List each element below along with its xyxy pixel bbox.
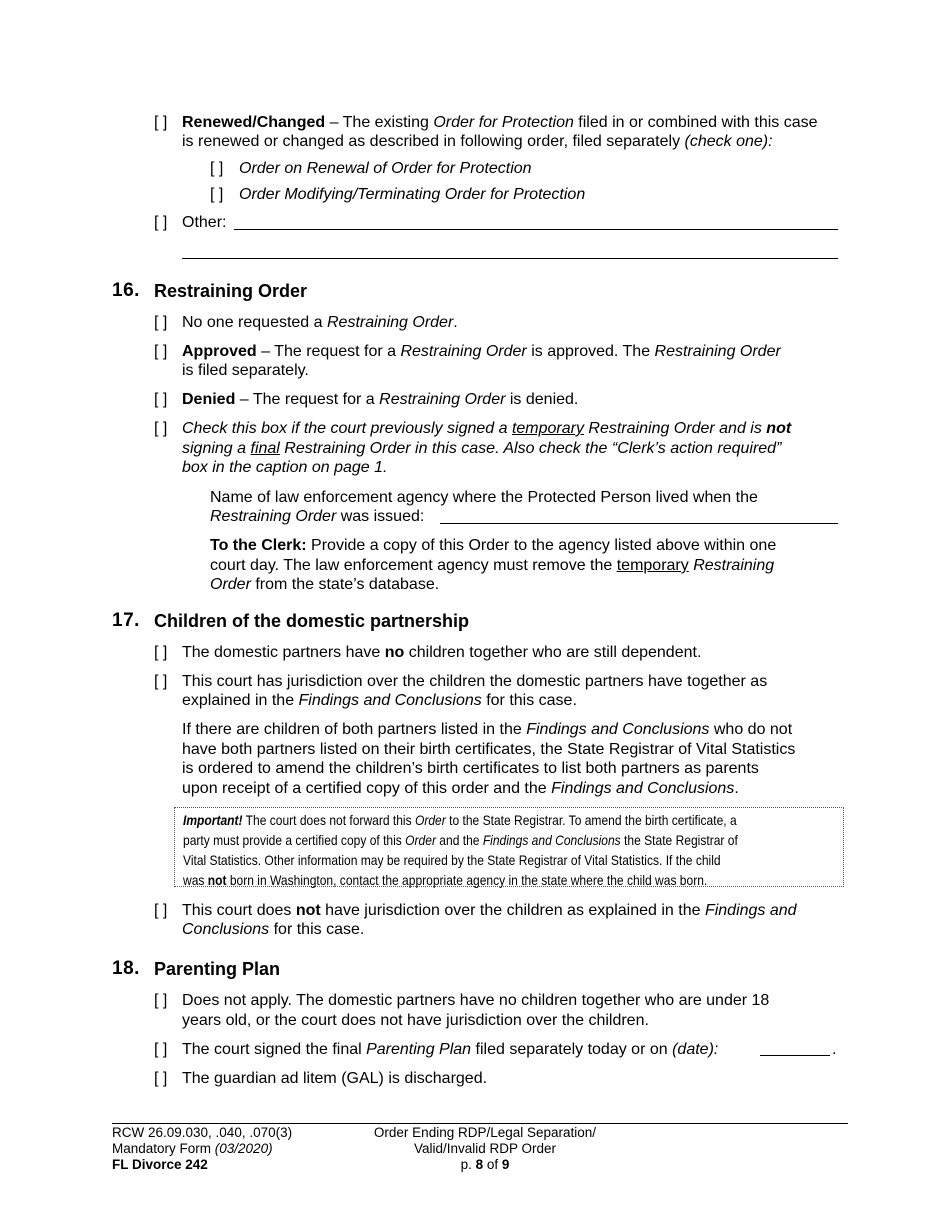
other-input-line-2[interactable] <box>182 258 838 259</box>
checkbox-no-request[interactable]: [ ] <box>154 314 168 331</box>
important-line-1: Important! The court does not forward this Order to the State Registrar. To amend the birth certificate, a <box>183 812 737 828</box>
other-label: Other: <box>182 214 227 231</box>
approved-line-1: Approved – The request for a Restraining Order is approved. The Restraining Order <box>182 343 781 360</box>
footer-rcw: RCW 26.09.030, .040, .070(3) <box>112 1125 293 1140</box>
no-request-text: No one requested a Restraining Order. <box>182 314 458 331</box>
does-not-apply-line-1: Does not apply. The domestic partners have no children together who are under 18 <box>182 992 770 1009</box>
renewed-line-1: Renewed/Changed – The existing Order for Protection filed in or combined with this case <box>182 114 818 131</box>
footer-mandatory-form: Mandatory Form (03/2020) <box>112 1141 273 1156</box>
jurisdiction-line-2: explained in the Findings and Conclusions for this case. <box>182 692 577 709</box>
checkbox-jurisdiction[interactable]: [ ] <box>154 673 168 690</box>
no-jurisdiction-line-1: This court does not have jurisdiction over the children as explained in the Findings and <box>182 902 797 919</box>
agency-input-line[interactable] <box>440 523 838 524</box>
checkbox-gal-discharged[interactable]: [ ] <box>154 1070 168 1087</box>
checkbox-other[interactable]: [ ] <box>154 214 168 231</box>
no-children-text: The domestic partners have no children together who are still dependent. <box>182 644 702 661</box>
checkbox-denied[interactable]: [ ] <box>154 391 168 408</box>
option-renewal-order: Order on Renewal of Order for Protection <box>239 160 532 177</box>
section-17-number: 17. <box>112 610 140 631</box>
denied-text: Denied – The request for a Restraining Order is denied. <box>182 391 579 408</box>
important-line-2: party must provide a certified copy of this Order and the Findings and Conclusions the State Registrar of <box>183 832 738 848</box>
important-line-3: Vital Statistics. Other information may be required by the State Registrar of Vital Statistics. If the child <box>183 852 721 868</box>
agency-line-1: Name of law enforcement agency where the Protected Person lived when the <box>210 489 758 506</box>
birth-cert-line-4: upon receipt of a certified copy of this order and the Findings and Conclusions. <box>182 780 739 797</box>
checkbox-no-children[interactable]: [ ] <box>154 644 168 661</box>
date-input-line[interactable] <box>760 1055 830 1056</box>
checkbox-does-not-apply[interactable]: [ ] <box>154 992 168 1009</box>
clerk-line-3: Order from the state’s database. <box>210 576 440 593</box>
approved-line-2: is filed separately. <box>182 362 309 379</box>
other-input-line-1[interactable] <box>234 229 838 230</box>
footer-title-line-1: Order Ending RDP/Legal Separation/ <box>373 1125 597 1140</box>
temporary-line-3: box in the caption on page 1. <box>182 459 388 476</box>
option-modifying-order: Order Modifying/Terminating Order for Protection <box>239 186 586 203</box>
section-17-title: Children of the domestic partnership <box>154 611 470 631</box>
important-line-4: was not born in Washington, contact the appropriate agency in the state where the child was born. <box>183 872 708 888</box>
no-jurisdiction-line-2: Conclusions for this case. <box>182 921 365 938</box>
checkbox-no-jurisdiction[interactable]: [ ] <box>154 902 168 919</box>
important-notice-box <box>174 807 844 887</box>
section-18-title: Parenting Plan <box>154 959 281 979</box>
section-16-title: Restraining Order <box>154 281 308 301</box>
footer-page-number: p. 8 of 9 <box>460 1157 510 1172</box>
clerk-line-2: court day. The law enforcement agency must remove the temporary Restraining <box>210 557 775 574</box>
renewed-line-2: is renewed or changed as described in following order, filed separately (check one): <box>182 133 773 150</box>
does-not-apply-line-2: years old, or the court does not have jurisdiction over the children. <box>182 1012 649 1029</box>
parenting-plan-signed-text: The court signed the final Parenting Plan filed separately today or on (date): <box>182 1041 719 1058</box>
checkbox-approved[interactable]: [ ] <box>154 343 168 360</box>
birth-cert-line-3: is ordered to amend the children’s birth certificates to list both partners as parents <box>182 760 759 777</box>
date-period: . <box>832 1041 837 1058</box>
checkbox-parenting-plan-signed[interactable]: [ ] <box>154 1041 168 1058</box>
section-16-number: 16. <box>112 280 140 301</box>
birth-cert-line-2: have both partners listed on their birth certificates, the State Registrar of Vital Statistics <box>182 741 796 758</box>
jurisdiction-line-1: This court has jurisdiction over the children the domestic partners have together as <box>182 673 768 690</box>
gal-discharged-text: The guardian ad litem (GAL) is discharged. <box>182 1070 488 1087</box>
agency-line-2: Restraining Order was issued: <box>210 508 425 525</box>
checkbox-modifying-order[interactable]: [ ] <box>210 186 224 203</box>
temporary-line-1: Check this box if the court previously signed a temporary Restraining Order and is not <box>182 420 792 437</box>
footer-form-id: FL Divorce 242 <box>112 1157 208 1172</box>
checkbox-temporary-order[interactable]: [ ] <box>154 420 168 437</box>
footer-rule <box>112 1123 848 1124</box>
birth-cert-line-1: If there are children of both partners listed in the Findings and Conclusions who do not <box>182 721 793 738</box>
footer-title-line-2: Valid/Invalid RDP Order <box>413 1141 557 1156</box>
clerk-line-1: To the Clerk: Provide a copy of this Order to the agency listed above within one <box>210 537 777 554</box>
checkbox-renewal-order[interactable]: [ ] <box>210 160 224 177</box>
section-18-number: 18. <box>112 958 140 979</box>
temporary-line-2: signing a final Restraining Order in this case. Also check the “Clerk’s action required” <box>182 440 782 457</box>
checkbox-renewed[interactable]: [ ] <box>154 114 168 131</box>
